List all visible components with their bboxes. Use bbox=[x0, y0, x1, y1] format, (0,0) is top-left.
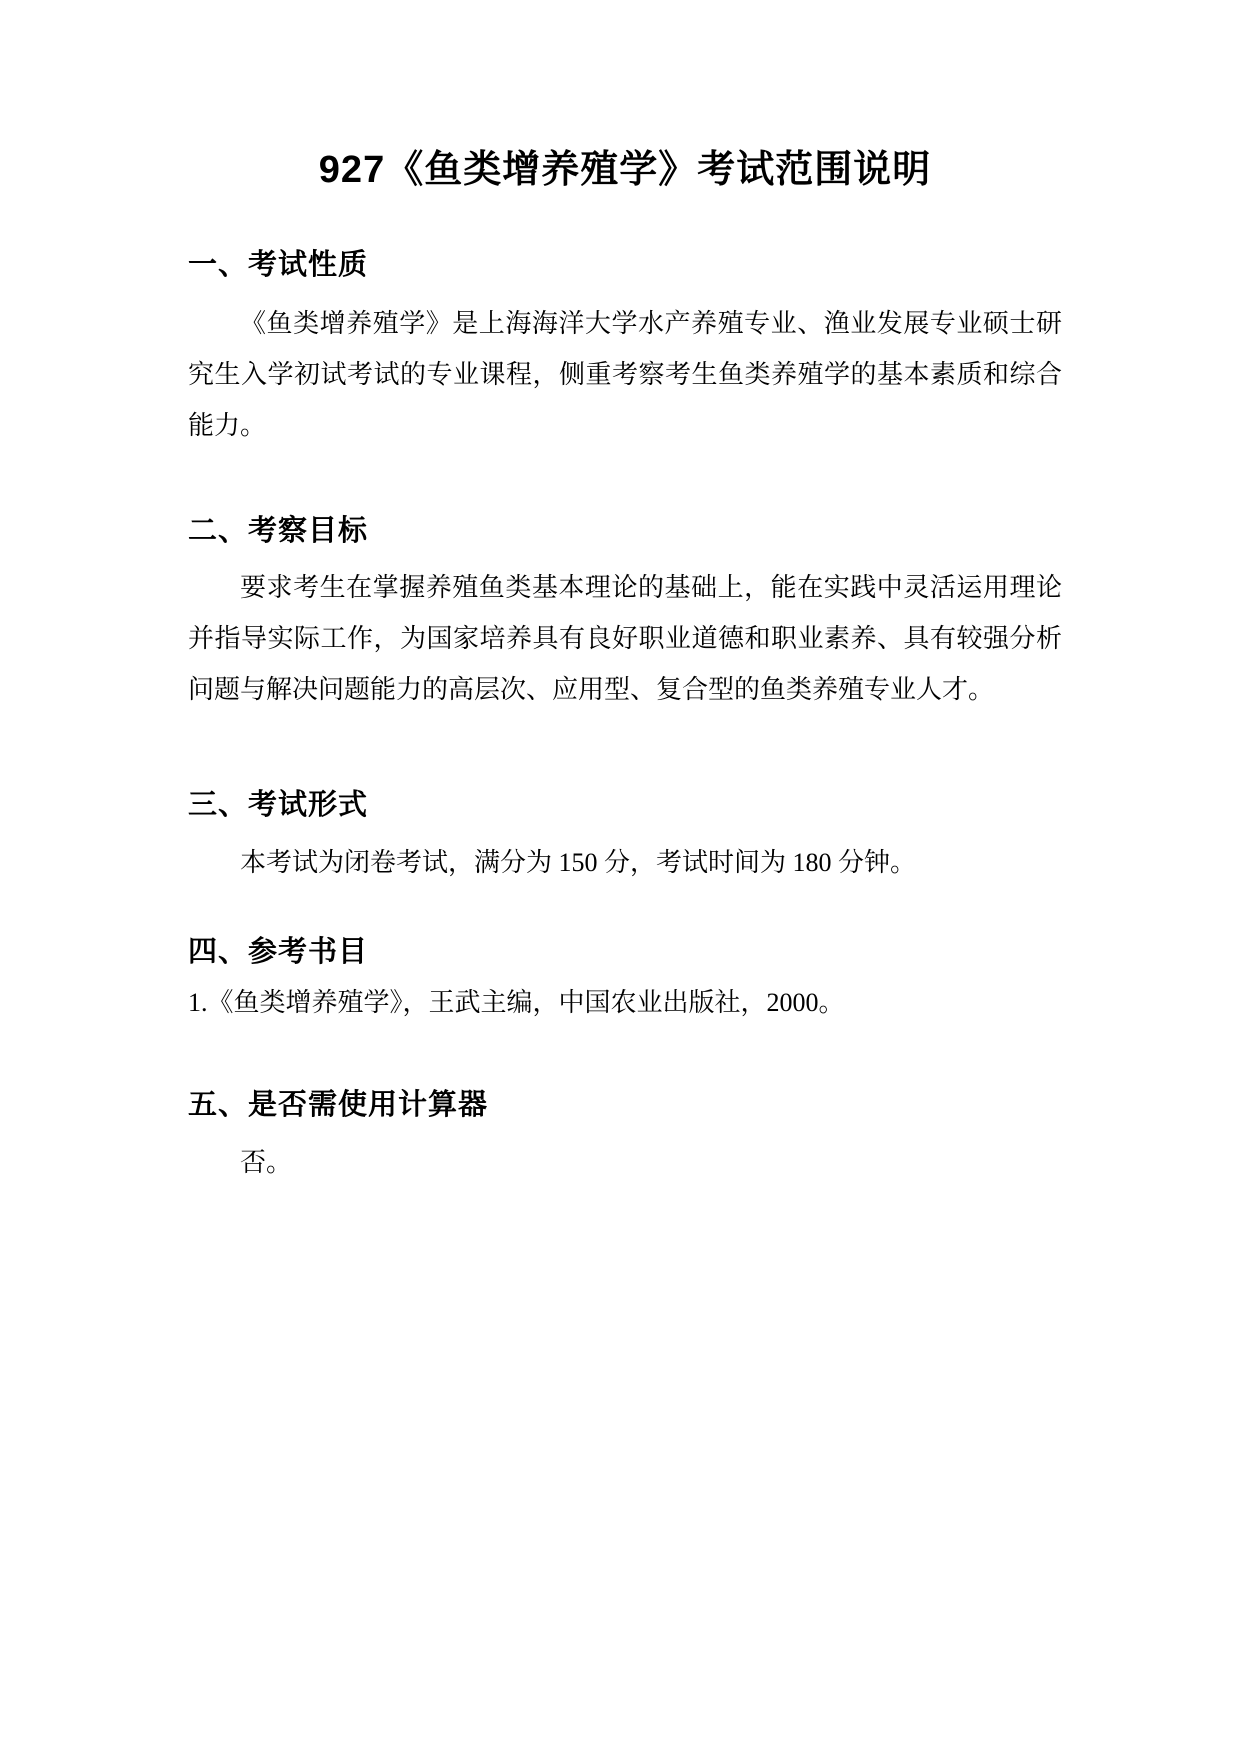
paragraph-exam-format: 本考试为闭卷考试，满分为 150 分，考试时间为 180 分钟。 bbox=[240, 848, 917, 877]
section-exam-format bbox=[188, 785, 1062, 888]
paragraph-assessment-goals: 要求考生在掌握养殖鱼类基本理论的基础上，能在实践中灵活运用理论并指导实际工作，为国家培养具有良好职业道德和职业素养、具有较强分析问题与解决问题能力的高层次、应用型、复合型的鱼类养殖专业人才。 bbox=[188, 573, 1062, 704]
paragraph-exam-nature: 《鱼类增养殖学》是上海海洋大学水产养殖专业、渔业发展专业硕士研究生入学初试考试的专业课程，侧重考察考生鱼类养殖学的基本素质和综合能力。 bbox=[188, 309, 1062, 440]
document-title: 927《鱼类增养殖学》考试范围说明 bbox=[318, 149, 932, 191]
section-assessment-goals bbox=[188, 511, 1062, 715]
section-heading-assessment-goals: 二、考察目标 bbox=[188, 515, 369, 547]
section-heading-exam-format: 三、考试形式 bbox=[188, 789, 369, 821]
section-calculator-usage bbox=[188, 1085, 1062, 1188]
section-reference-books bbox=[188, 932, 1062, 1028]
section-heading-calculator-usage: 五、是否需使用计算器 bbox=[188, 1089, 489, 1121]
section-exam-nature bbox=[188, 245, 1062, 451]
paragraph-calculator-answer: 否。 bbox=[240, 1148, 293, 1177]
reference-book-item: 1.《鱼类增养殖学》，王武主编，中国农业出版社，2000。 bbox=[188, 988, 845, 1017]
section-heading-reference-books: 四、参考书目 bbox=[188, 936, 369, 968]
section-heading-exam-nature: 一、考试性质 bbox=[188, 249, 369, 281]
